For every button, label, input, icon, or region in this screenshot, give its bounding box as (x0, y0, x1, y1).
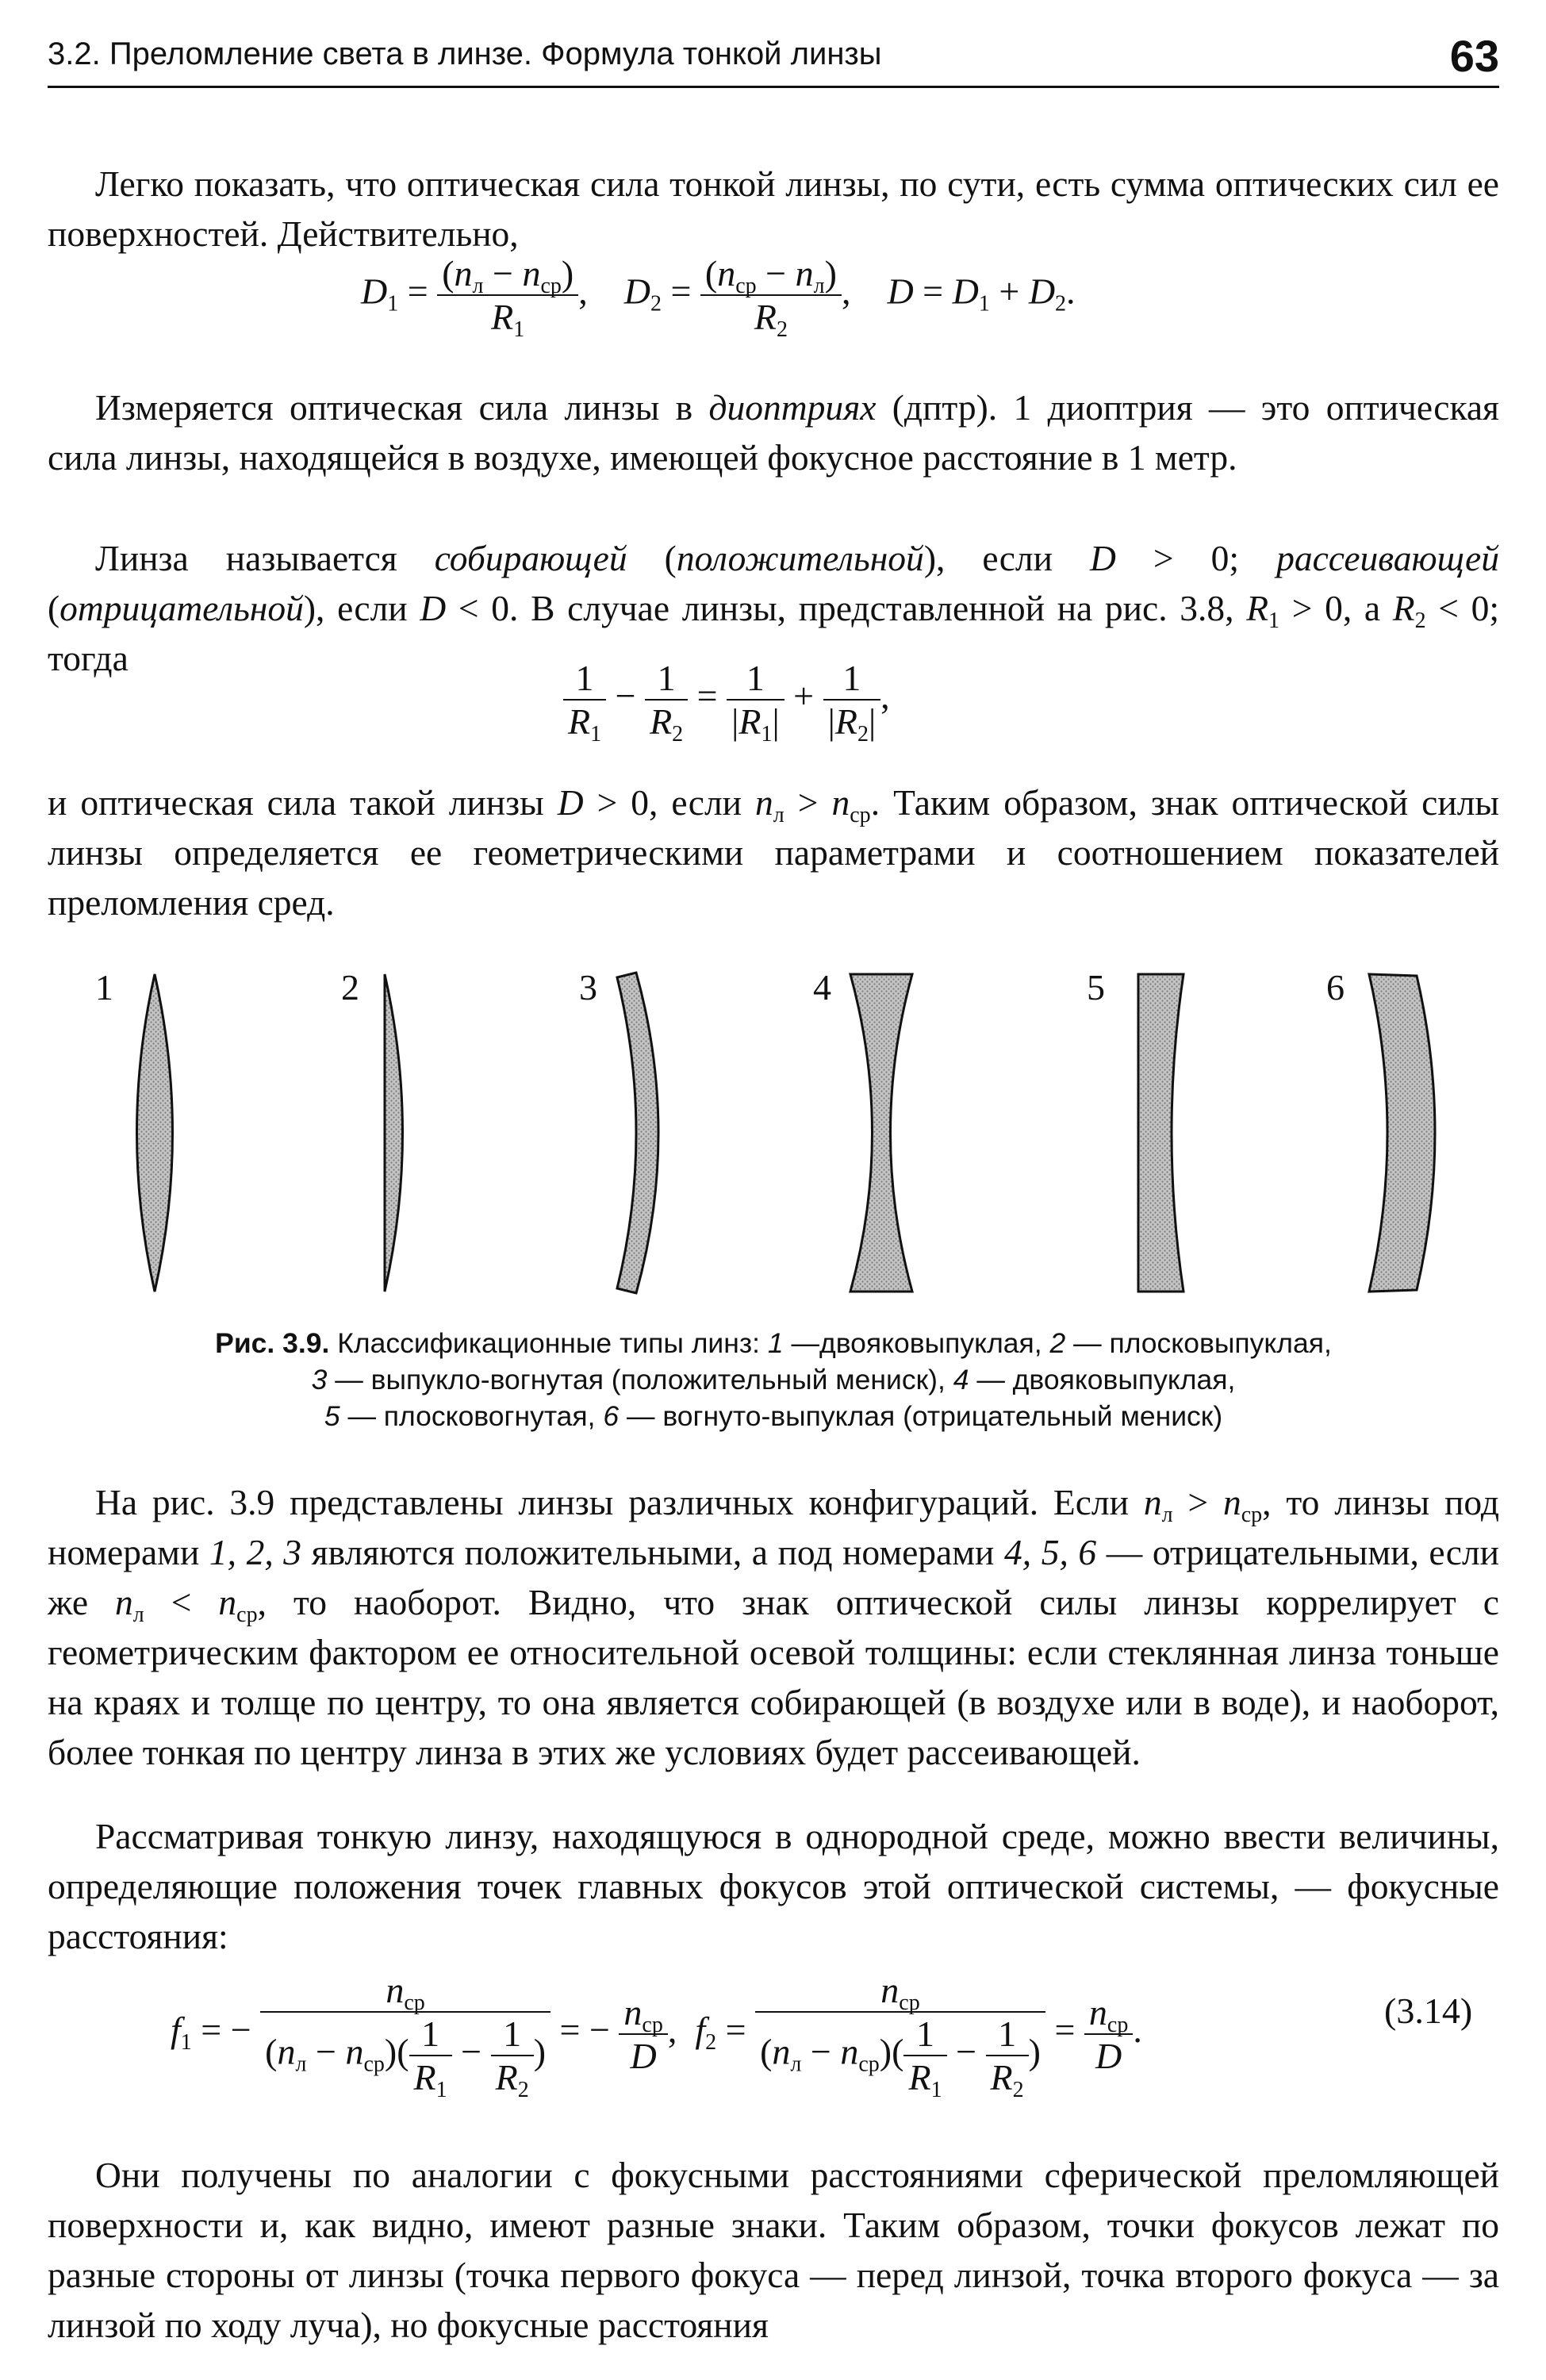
figure-lens-types (71, 966, 1491, 1315)
fraction-d2: $\frac{(n_{ср} - n_л)}{R_2}$ (700, 252, 842, 338)
paragraph-7: Они получены по аналогии с фокусными расстояниями сферической преломляющей поверхности и, как видно, имеют разные знаки. Таким образом, точки фокусов лежат по разные стороны от линзы (точка первого фокуса — перед линзой, точка второго фокуса — за линзой по ходу луча), но фокусные расстояния (48, 2155, 1499, 2345)
paragraph-2: Измеряется оптическая сила линзы в диоптриях (дптр). 1 диоптрия — это оптическая сила линзы, находящейся в воздухе, имеющей фокусное расстояние в 1 метр. (48, 387, 1499, 478)
paragraph-3: Линза называется собирающей (положительной), если D > 0; рассеивающей (отрицательной), если D < 0. В случае линзы, представленной на рис. 3.8, $R_1 > 0$, а $R_2 < 0$; тогда (48, 538, 1500, 678)
paragraph-4: и оптическая сила такой линзы D > 0, если $n_л > n_{ср}$. Таким образом, знак оптической силы линзы определяется ее геометрическими параметрами и соотношением показателей преломления сред. (48, 782, 1499, 923)
lens-4-biconcave (850, 974, 912, 1292)
formula-curvature-sum: $\frac{1}{R_1}$ − $\frac{1}{R_2}$ = $\frac{1}{|R_1|}$ + $\frac{1}{|R_2|}$ , (563, 657, 890, 743)
fraction-f1: $n_{ср}$ $(n_л - n_{ср})$( $\frac{1}{R_1}$ − $\frac{1}{R_2}$ ) (260, 1969, 550, 2098)
paragraph-1: Легко показать, что оптическая сила тонкой линзы, по сути, есть сумма оптических сил ее поверхностей. Действительно, (48, 163, 1499, 254)
lens-2-plano-convex (385, 974, 403, 1292)
lens-label-4: 4 (813, 967, 831, 1008)
lens-label-1: 1 (95, 967, 113, 1008)
lens-label-3: 3 (579, 967, 597, 1008)
fraction-d1: $\frac{(n_л - n_{ср})}{R_1}$ (437, 252, 578, 338)
formula-optical-power: $D_1$ = $\frac{(n_л - n_{ср})}{R_1}$ , $D_2$ = $\frac{(n_{ср} - n_л)}{R_2}$ , $D = D_1 + D_2$. (361, 253, 1076, 342)
lens-6-negative-meniscus (1369, 974, 1435, 1292)
lens-3-positive-meniscus (617, 973, 658, 1293)
lens-label-2: 2 (341, 967, 359, 1008)
lens-5-plano-concave (1138, 974, 1183, 1292)
fraction-f2: $n_{ср}$ $(n_л - n_{ср})$( $\frac{1}{R_1}$ − $\frac{1}{R_2}$ ) (755, 1969, 1045, 2098)
paragraph-6: Рассматривая тонкую линзу, находящуюся в однородной среде, можно ввести величины, определяющие положения точек главных фокусов этой оптической системы, — фокусные расстояния: (48, 1816, 1499, 1956)
page-number: 63 (1449, 31, 1499, 81)
lens-label-5: 5 (1087, 967, 1105, 1008)
page-header (48, 30, 1499, 86)
figure-caption: Рис. 3.9. Классификационные типы линз: 1 —двояковыпуклая, 2 — плосковыпуклая, 3 — выпукло-вогнутая (положительный мениск), 4 — двояковыпуклая, 5 — плосковогнутая, 6 — вогнуто-выпуклая (отрицательный мениск) (215, 1327, 1332, 1432)
formula-focal-lengths: $f_1$ = − $n_{ср}$ $(n_л - n_{ср})$( $\frac{1}{R_1}$ − $\frac{1}{R_2}$ ) = − $\frac{n_{ср}}{D}$ , $f_2$ = $n_{ср}$ $(n_л - n_{ср})$( $\frac{1}{R_1}$ − $\frac{1}{R_2}$ ) = $\frac{n_{ср}}{D}$ . (171, 1970, 1142, 2102)
header-rule (48, 86, 1499, 88)
equation-number: (3.14) (1384, 1990, 1473, 2031)
running-title: 3.2. Преломление света в линзе. Формула тонкой линзы (48, 36, 882, 71)
lens-1-biconvex (137, 974, 173, 1292)
paragraph-5: На рис. 3.9 представлены линзы различных конфигураций. Если $n_л > n_{ср}$, то линзы под номерами 1, 2, 3 являются положительными, а под номерами 4, 5, 6 — отрицательными, если же $n_л < n_{ср}$, то наоборот. Видно, что знак оптической силы линзы коррелирует с геометрическим фактором ее относительной осевой толщины: если стеклянная линза тоньше на краях и толще по центру, то она является собирающей (в воздухе или в воде), и наоборот, более тонкая по центру линза в этих же условиях будет рассеивающей. (48, 1482, 1500, 1772)
lens-label-6: 6 (1326, 967, 1345, 1008)
